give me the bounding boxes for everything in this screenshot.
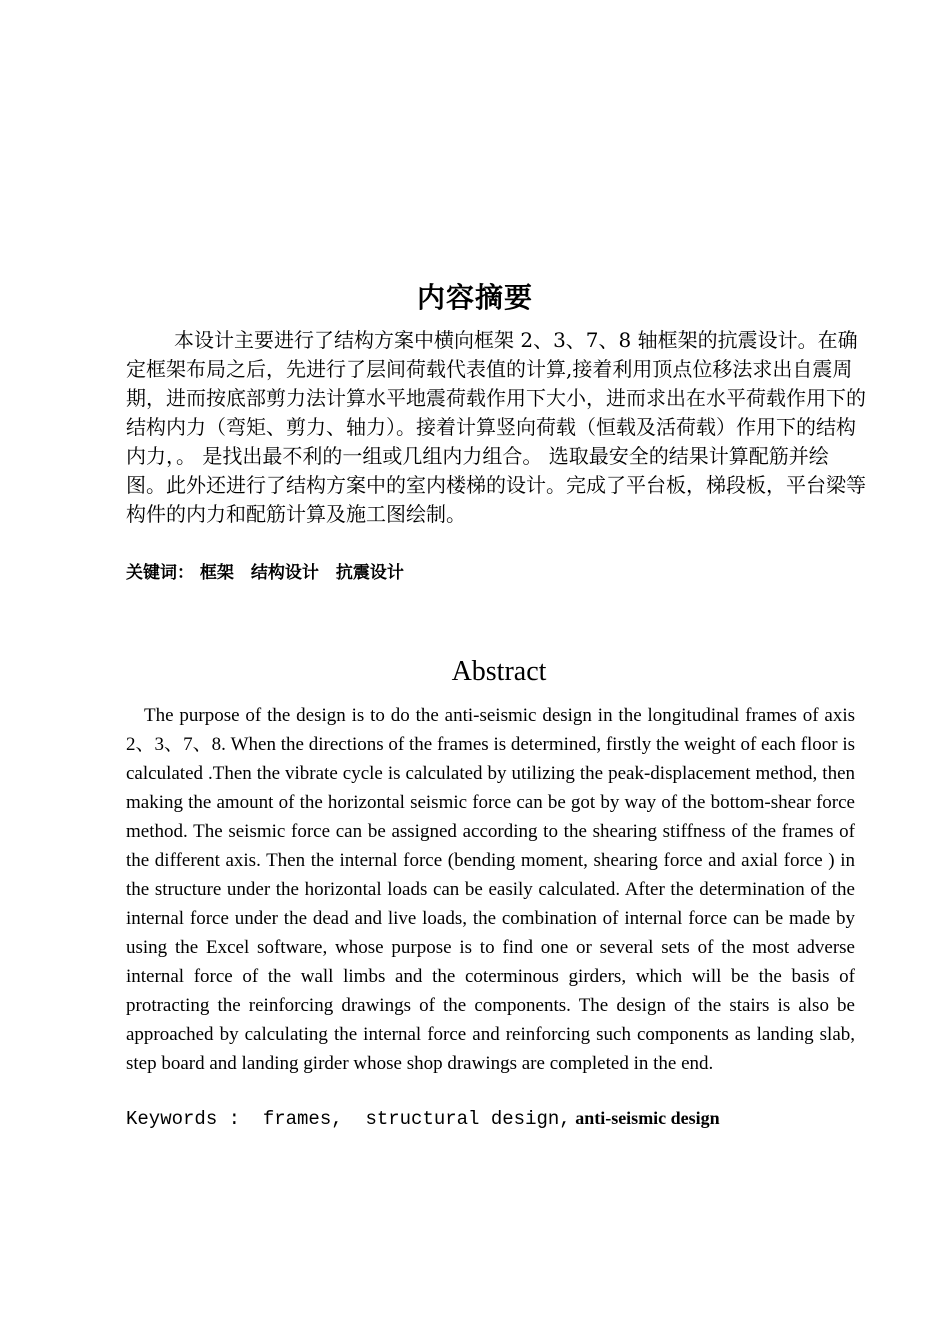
english-keywords [126,1104,720,1134]
chinese-abstract-body: 本设计主要进行了结构方案中横向框架 2、3、7、8 轴框架的抗震设计。在确定框架布局之后，先进行了层间荷载代表值的计算,接着利用顶点位移法求出自震周期，进而按底部剪力法计算水平地震荷载作用下大小，进而求出在水平荷载作用下的结构内力（弯矩、剪力、轴力）。接着计算竖向荷载（恒载及活荷载）作用下的结构内力，。 是找出最不利的一组或几组内力组合。 选取最安全的结果计算配筋并绘图。此外还进行了结构方案中的室内楼梯的设计。完成了平台板，梯段板，平台梁等构件的内力和配筋计算及施工图绘制。 [126,328,866,526]
chinese-keywords: 关键词： 框架 结构设计 抗震设计 [126,563,404,583]
english-abstract-title: Abstract [451,656,547,687]
keywords-list: frames, structural design, [251,1108,571,1130]
keywords-last: anti-seismic design [570,1108,720,1128]
chinese-abstract-title: 内容摘要 [416,281,533,314]
english-abstract-body: The purpose of the design is to do the anti-seismic design in the longitudinal frames of axis 2、3、7、8. When the directions of the frames is determined, firstly the weight of each floor is calculated .Then the vibrate cycle is calculated by utilizing the peak-displacement method, then making the amount of the horizontal seismic force can be got by way of the bottom-shear force method. The seismic force can be assigned according to the shearing stiffness of the frames of the different axis. Then the internal force (bending moment, shearing force and axial force ) in the structure under the horizontal loads can be easily calculated. After the determination of the internal force under the dead and live loads, the combination of internal force can be made by using the Excel software, whose purpose is to find one or several sets of the most adverse internal force of the wall limbs and the coterminous girders, which will be the basis of protracting the reinforcing drawings of the components. The design of the stairs is also be approached by calculating the internal force and reinforcing such components as landing slab, step board and landing girder whose shop drawings are completed in the end. [126,705,855,1074]
keywords-label: Keywords : [126,1108,252,1130]
